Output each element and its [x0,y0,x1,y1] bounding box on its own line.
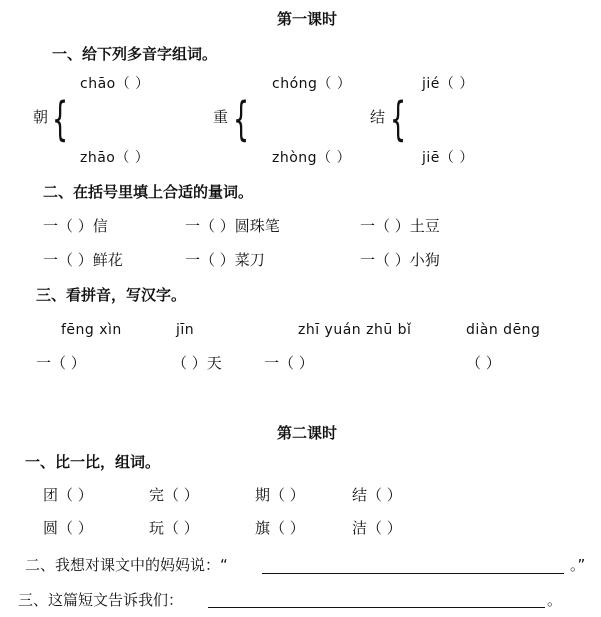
measure-item: 一（ ）信 [43,217,108,235]
measure-item: 一（ ）土豆 [360,217,440,235]
pinyin-item: fēng xìn [61,322,122,338]
answer-line-moral [208,607,545,608]
lesson1-section3-heading: 三、看拼音，写汉字。 [36,286,187,304]
lesson2-section3-suffix: 。 [547,591,563,609]
compare-item: 结（ ） [352,486,402,504]
group1-brace: { [52,92,69,146]
lesson2-section3-prefix: 三、这篇短文告诉我们： [18,591,184,609]
lesson2-title: 第二课时 [277,424,338,442]
lesson2-section1-heading: 一、比一比，组词。 [25,453,161,471]
compare-item: 期（ ） [255,486,305,504]
group2-char: 重 [213,108,229,126]
measure-item: 一（ ）圆珠笔 [185,217,280,235]
group2-bottom-pinyin: zhòng（ ） [272,150,351,166]
pinyin-item: diàn dēng [466,322,541,338]
measure-item: 一（ ）鲜花 [43,251,123,269]
pinyin-item: jīn [176,322,195,338]
group3-top-pinyin: jié（ ） [422,76,474,92]
lesson1-section2-heading: 二、在括号里填上合适的量词。 [43,183,254,201]
compare-item: 完（ ） [149,486,199,504]
group1-bottom-pinyin: zhāo（ ） [80,150,150,166]
lesson2-section2-prefix: 二、我想对课文中的妈妈说：“ [25,556,228,574]
hanzi-blank: （ ）天 [172,354,222,372]
group2-brace: { [233,92,250,146]
lesson1-title: 第一课时 [277,10,338,28]
group2-top-pinyin: chóng（ ） [272,76,352,92]
hanzi-blank: 一（ ） [264,354,314,372]
lesson2-section2-suffix: 。” [570,556,586,574]
group3-brace: { [390,92,407,146]
lesson1-section1-heading: 一、给下列多音字组词。 [52,45,218,63]
hanzi-blank: 一（ ） [36,354,86,372]
measure-item: 一（ ）小狗 [360,251,440,269]
compare-item: 玩（ ） [149,519,199,537]
measure-item: 一（ ）菜刀 [185,251,265,269]
compare-item: 洁（ ） [352,519,402,537]
compare-item: 旗（ ） [255,519,305,537]
group3-bottom-pinyin: jiē（ ） [422,150,474,166]
compare-item: 圆（ ） [43,519,93,537]
compare-item: 团（ ） [43,486,93,504]
pinyin-item: zhī yuán zhū bǐ [298,322,412,338]
answer-line-mom [262,573,564,574]
hanzi-blank: （ ） [466,354,501,372]
group1-char: 朝 [33,108,49,126]
group3-char: 结 [370,108,386,126]
group1-top-pinyin: chāo（ ） [80,76,150,92]
